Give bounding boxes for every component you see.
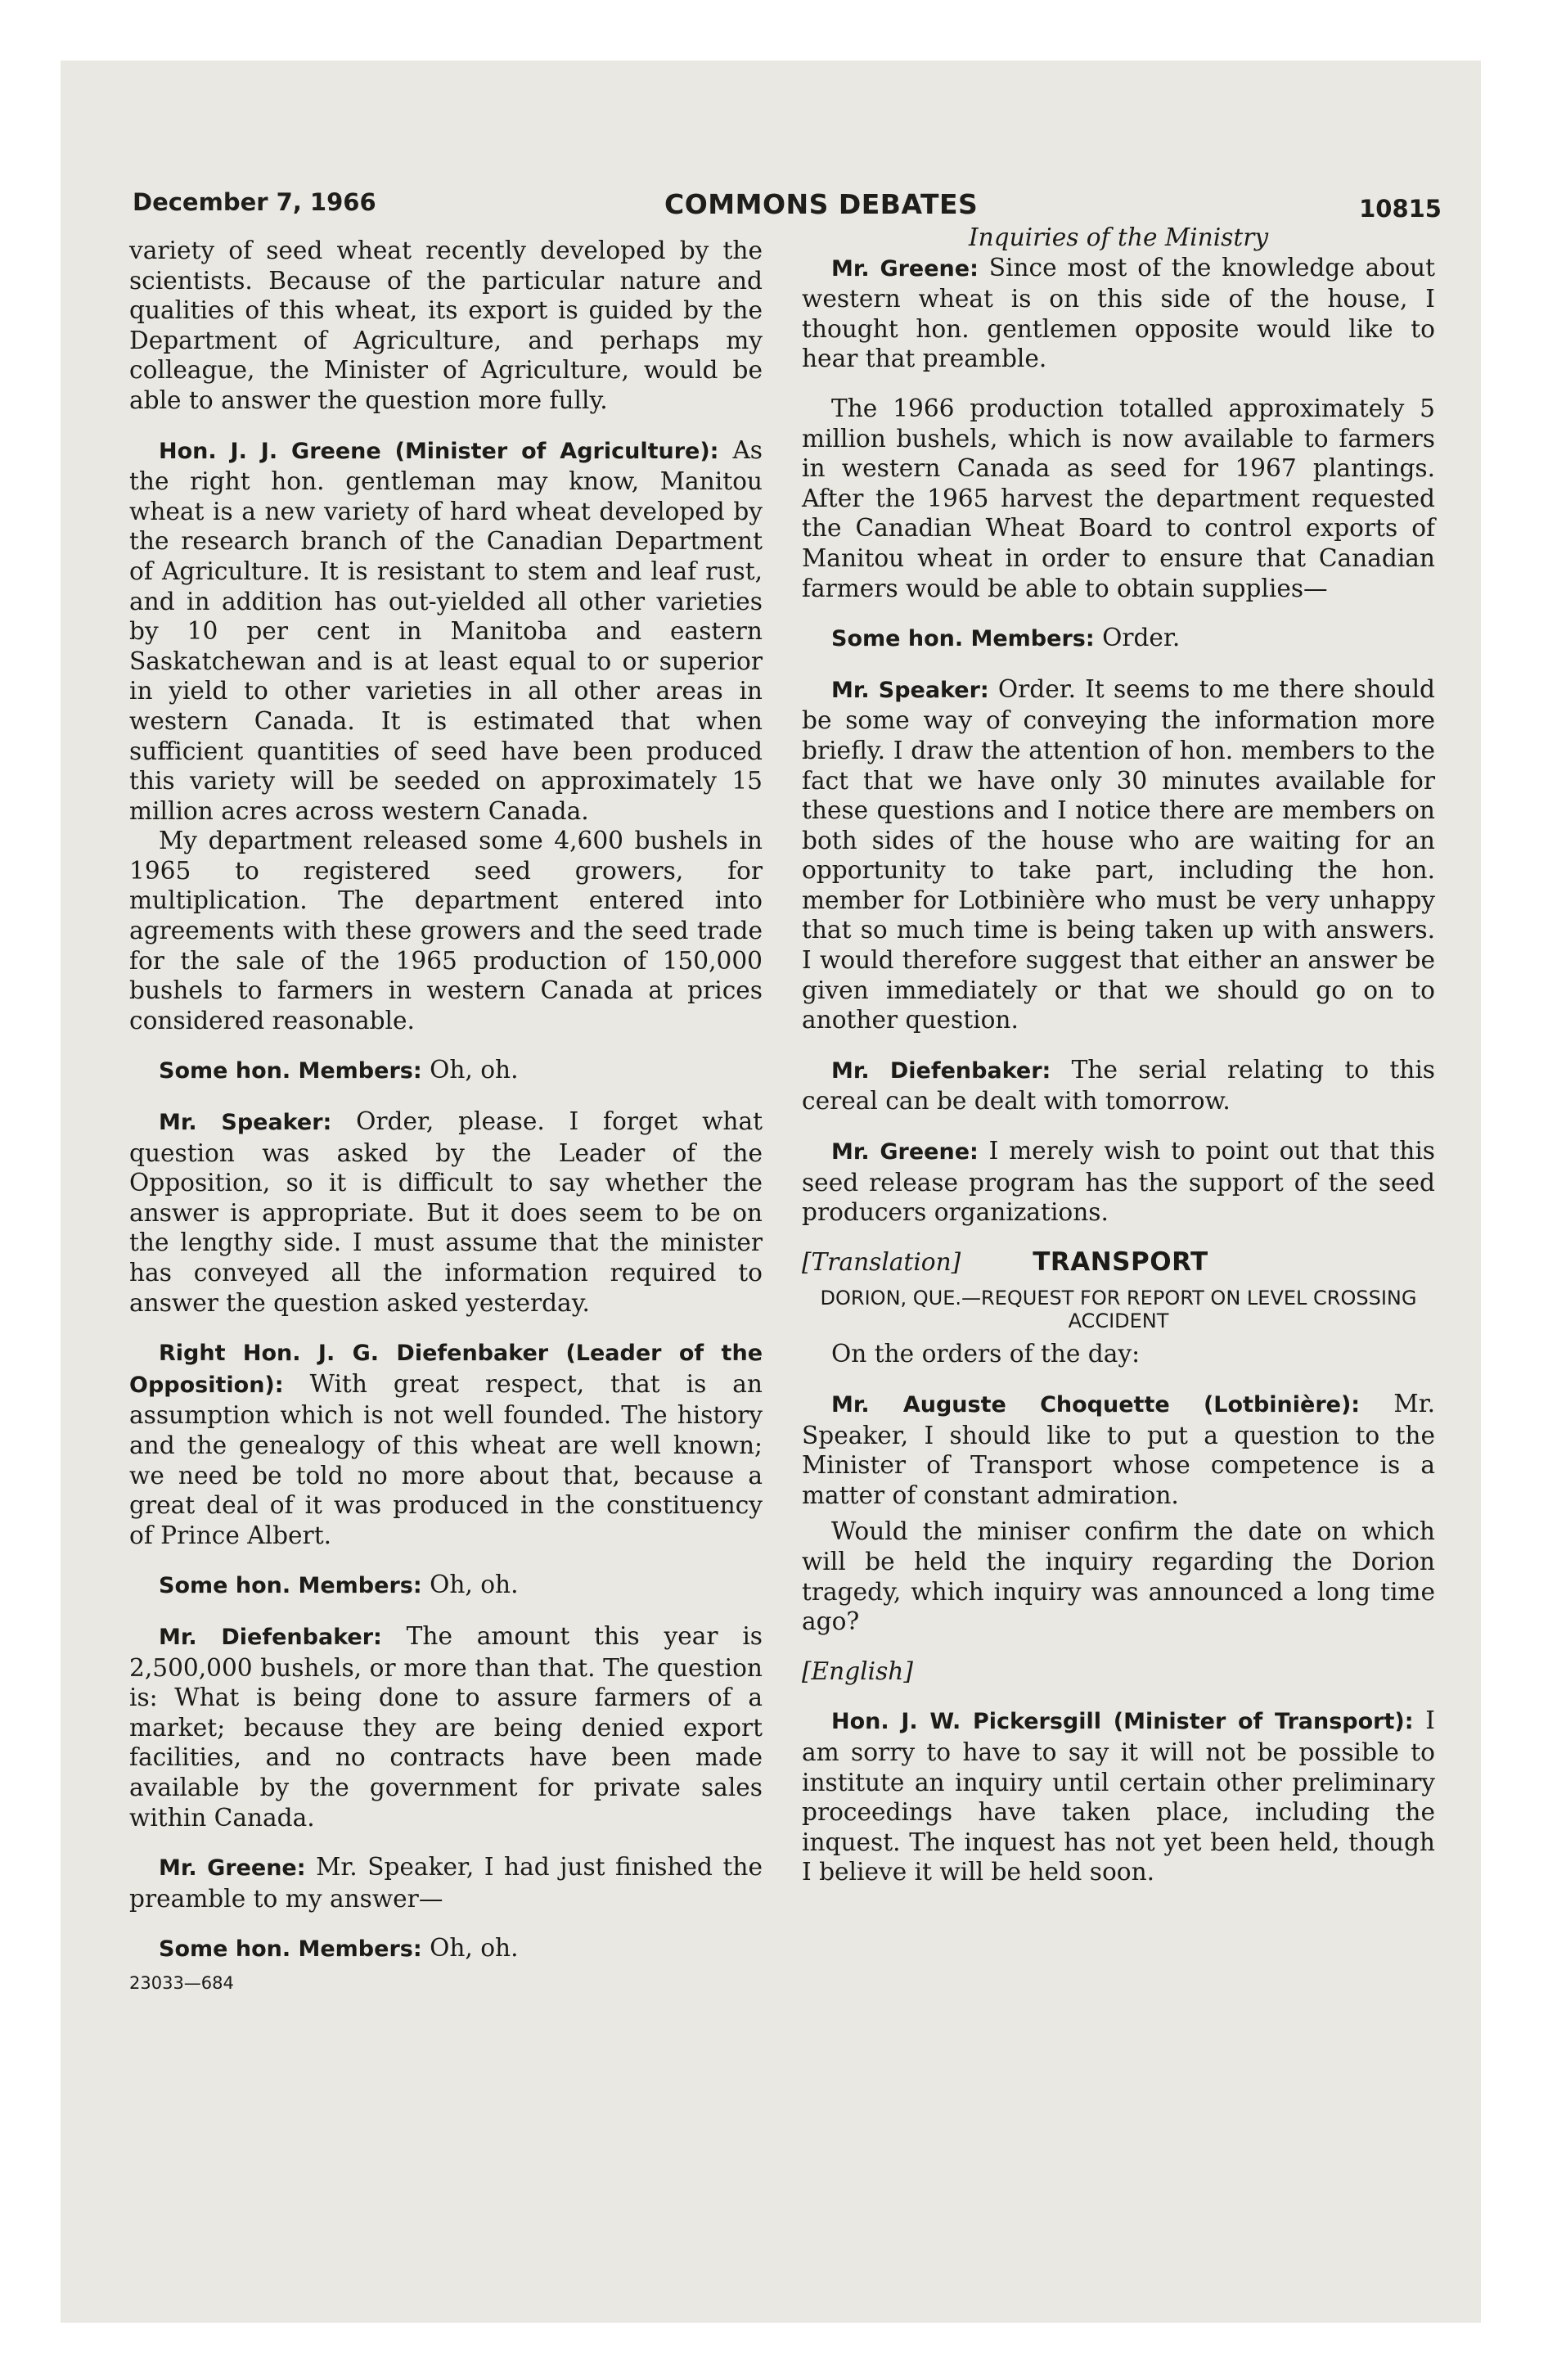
speech-paragraph — [802, 1389, 1435, 1510]
speech-paragraph — [802, 1055, 1435, 1116]
speech-text: Order. — [1102, 624, 1181, 652]
paragraph: The 1966 production totalled approximately 5 million bushels, which is now available to farmers in western Canada as seed for 1967 plantings. After the 1965 harvest the department requested the Canadian Wheat Board to control exports of Manitou wheat in order to ensure that Canadian farmers would be able to obtain supplies— — [802, 394, 1435, 602]
english-tag: [English] — [802, 1657, 913, 1685]
speech-paragraph — [129, 1852, 763, 1913]
speech-text: The amount this year is 2,500,000 bushels, or more than that. The question is: What is being done to assure farmers of a market; because they are being denied export facilities, and no contracts have been made available by the government for private sales within Canada. — [129, 1621, 763, 1832]
speaker-name: Mr. Greene: — [159, 1855, 306, 1882]
scanned-page — [61, 61, 1481, 2323]
speaker-name: Mr. Greene: — [831, 1139, 979, 1165]
speaker-name: Hon. J. W. Pickersgill (Minister of Transport): — [831, 1709, 1414, 1735]
speech-paragraph — [129, 1933, 763, 1965]
speaker-name: Some hon. Members: — [159, 1573, 422, 1599]
section-heading-row — [802, 1247, 1435, 1278]
speaker-name: Mr. Speaker: — [159, 1110, 332, 1136]
speaker-name: Some hon. Members: — [159, 1936, 422, 1963]
paragraph: My department released some 4,600 bushels in 1965 to registered seed growers, for multiplication. The department entered into agreements with these growers and the seed trade for the sale of the 1965 production of 150,000 bushels to farmers in western Canada at prices considered reasonable. — [129, 827, 763, 1034]
speech-text: Mr. Speaker, I should like to put a question to the Minister of Transport whose competence is a matter of constant admiration. — [802, 1390, 1435, 1509]
page-header — [133, 188, 1442, 221]
speech-paragraph — [802, 253, 1435, 374]
speech-text: I am sorry to have to say it will not be possible to institute an inquiry until certain other preliminary proceedings have taken place, including the inquest. The inquest has not yet been held, though I believe it will be held soon. — [802, 1706, 1435, 1886]
speaker-name: Mr. Diefenbaker: — [159, 1624, 382, 1650]
speech-text: As the right hon. gentleman may know, Manitou wheat is a new variety of hard wheat developed by the research branch of the Canadian Department of Agriculture. It is resistant to stem and leaf rust, and in addition has out-yielded all other varieties by 10 per cent in Manitoba and eastern Saskatchewan and is at least equal to or superior in yield to other varieties in all other areas in western Canada. It is estimated that when sufficient quantities of seed have been produced this variety will be seeded on approximately 15 million acres across western Canada. — [129, 435, 763, 825]
subheading: DORION, QUE.—REQUEST FOR REPORT ON LEVEL CROSSING ACCIDENT — [820, 1287, 1417, 1333]
speech-paragraph — [129, 1621, 763, 1832]
speech-text: Order, please. I forget what question was asked by the Leader of the Opposition, so it is difficult to say whether the answer is appropriate. But it does seem to be on the lengthy side. I must assume that the minister has conveyed all the information required to answer the question asked yesterday. — [129, 1107, 763, 1317]
translation-tag: [Translation] — [802, 1247, 961, 1276]
speech-paragraph — [802, 1136, 1435, 1228]
speech-paragraph — [802, 1706, 1435, 1887]
running-subtitle: Inquiries of the Ministry — [968, 223, 1269, 251]
paragraph: On the orders of the day: — [831, 1340, 1141, 1368]
section-heading: TRANSPORT — [1033, 1246, 1208, 1277]
right-column — [802, 223, 1435, 1887]
left-column — [129, 236, 763, 1998]
speaker-name: Mr. Greene: — [831, 255, 979, 282]
speaker-name: Hon. J. J. Greene (Minister of Agriculture): — [159, 438, 719, 464]
speaker-name: Some hon. Members: — [159, 1058, 422, 1084]
speech-paragraph — [129, 1055, 763, 1087]
speaker-name: Mr. Auguste Choquette (Lotbinière): — [831, 1392, 1361, 1418]
speaker-name: Some hon. Members: — [831, 626, 1095, 652]
speech-text: Oh, oh. — [430, 1571, 519, 1599]
speaker-name: Mr. Diefenbaker: — [831, 1057, 1051, 1084]
speech-text: Since most of the knowledge about western wheat is on this side of the house, I thought hon. gentlemen opposite would like to hear that preamble. — [802, 253, 1435, 373]
paragraph: Would the miniser confirm the date on which will be held the inquiry regarding the Dorion tragedy, which inquiry was announced a long time ago? — [802, 1517, 1435, 1636]
speech-paragraph — [129, 435, 763, 827]
speech-text: Oh, oh. — [430, 1056, 519, 1084]
speaker-name: Right Hon. J. G. Diefenbaker (Leader of the Opposition): — [129, 1341, 763, 1398]
speech-paragraph — [129, 1337, 763, 1550]
paragraph: variety of seed wheat recently developed by the scientists. Because of the particular nature and qualities of this wheat, its export is guided by the Department of Agriculture, and perhaps my colleague, the Minister of Agriculture, would be able to answer the question more fully. — [129, 237, 763, 414]
speech-paragraph — [802, 674, 1435, 1035]
speech-text: Order. It seems to me there should be some way of conveying the information more briefly. I draw the attention of hon. members to the fact that we have only 30 minutes available for these questions and I notice there are members on both sides of the house who are waiting for an opportunity to take part, including the hon. member for Lotbinière who must be very unhappy that so much time is being taken up with answers. I would therefore suggest that either an answer be given immediately or that we should go on to another question. — [802, 674, 1435, 1034]
speech-text: With great respect, that is an assumption which is not well founded. The history and the genealogy of this wheat are well known; we need be told no more about that, because a great deal of it was produced in the constituency of Prince Albert. — [129, 1369, 763, 1549]
speech-paragraph — [129, 1570, 763, 1602]
speech-text: The serial relating to this cereal can be dealt with tomorrow. — [802, 1055, 1435, 1116]
header-date: December 7, 1966 — [133, 188, 376, 216]
print-signature: 23033—684 — [129, 1972, 234, 1993]
speaker-name: Mr. Speaker: — [831, 677, 989, 703]
speech-text: Oh, oh. — [430, 1934, 519, 1963]
speech-text: I merely wish to point out that this seed release program has the support of the seed producers organizations. — [802, 1137, 1435, 1227]
speech-paragraph — [802, 623, 1435, 655]
speech-text: Mr. Speaker, I had just finished the preamble to my answer— — [129, 1853, 763, 1913]
page-number: 10815 — [1359, 195, 1442, 223]
speech-paragraph — [129, 1107, 763, 1318]
header-title: COMMONS DEBATES — [664, 188, 979, 220]
